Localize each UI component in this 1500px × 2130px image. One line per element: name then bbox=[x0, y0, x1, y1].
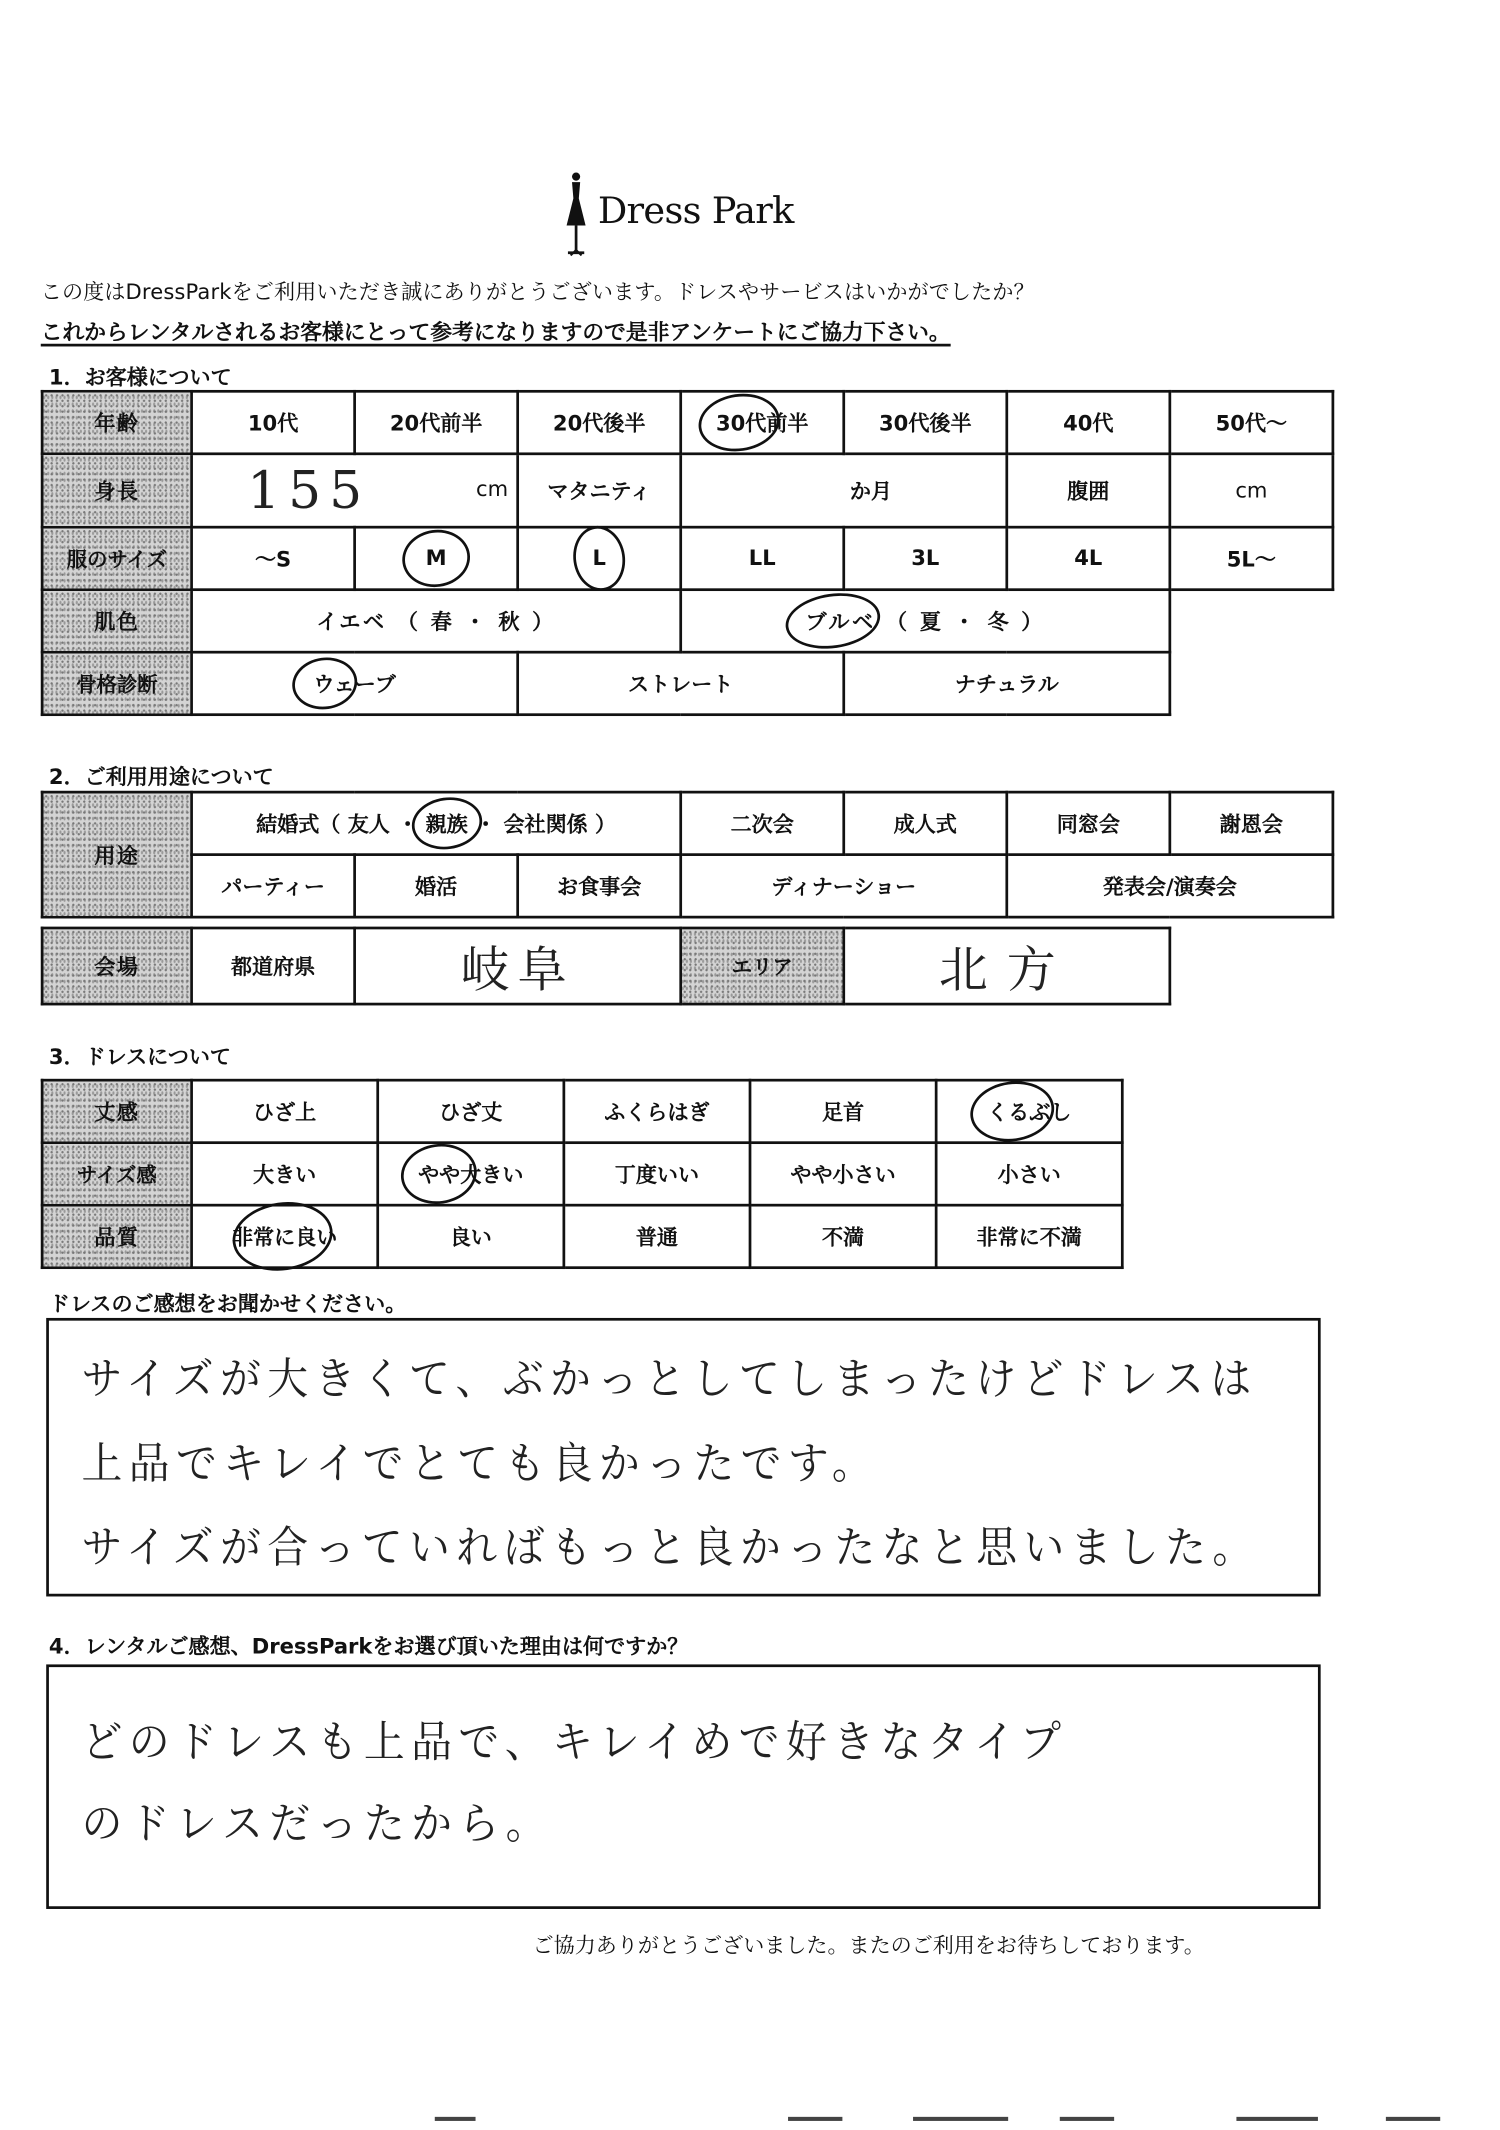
age-option[interactable]: 30代後半 bbox=[844, 391, 1007, 454]
venue-table bbox=[41, 927, 1171, 1006]
age-row bbox=[42, 391, 1333, 454]
intro-text: この度はDressParkをご利用いただき誠にありがとうございます。ドレスやサービスはいかがでしたか？ bbox=[40, 279, 1035, 305]
purpose-wedding[interactable]: 結婚式（ 友人 ・ 親族 ・ 会社関係 ） bbox=[192, 792, 681, 855]
skin-blue-option[interactable]: ブルベ （ 夏 ・ 冬 ） bbox=[681, 590, 1170, 653]
skeleton-option[interactable]: ナチュラル bbox=[844, 652, 1170, 715]
fit-option-selected[interactable]: やや大きい bbox=[378, 1143, 564, 1206]
length-option[interactable]: ひざ丈 bbox=[378, 1080, 564, 1143]
skin-row bbox=[42, 590, 1333, 653]
size-option[interactable]: 5L～ bbox=[1170, 527, 1333, 590]
dress-silhouette-icon bbox=[560, 171, 593, 261]
age-option-selected[interactable]: 30代前半 bbox=[681, 391, 844, 454]
fit-option[interactable]: やや小さい bbox=[750, 1143, 936, 1206]
scan-mark bbox=[1060, 2117, 1114, 2121]
purpose-option[interactable]: 発表会/演奏会 bbox=[1007, 855, 1333, 918]
age-option[interactable]: 50代～ bbox=[1170, 391, 1333, 454]
scan-mark bbox=[1386, 2117, 1440, 2121]
skeleton-label: 骨格診断 bbox=[42, 652, 191, 715]
size-option[interactable]: 3L bbox=[844, 527, 1007, 590]
size-option-selected[interactable]: L bbox=[518, 527, 681, 590]
section4-title: 4．レンタルご感想、DressParkをお選び頂いた理由は何ですか？ bbox=[48, 1634, 689, 1659]
size-option[interactable]: LL bbox=[681, 527, 844, 590]
dresspark-logo bbox=[560, 171, 832, 261]
belly-field[interactable]: cm bbox=[1170, 454, 1333, 527]
purpose-option[interactable]: 婚活 bbox=[355, 855, 518, 918]
prefecture-value: 岐阜 bbox=[460, 942, 575, 998]
skeleton-option[interactable]: ストレート bbox=[518, 652, 844, 715]
section2-title: 2．ご利用用途について bbox=[48, 764, 274, 790]
size-option[interactable]: 4L bbox=[1007, 527, 1170, 590]
size-option-selected[interactable]: M bbox=[355, 527, 518, 590]
prefecture-field[interactable] bbox=[355, 928, 681, 1004]
rental-feedback-box[interactable] bbox=[46, 1664, 1320, 1909]
customer-table bbox=[41, 390, 1334, 716]
height-unit: cm bbox=[476, 476, 509, 502]
quality-option[interactable]: 良い bbox=[378, 1205, 564, 1268]
size-option[interactable]: ～S bbox=[192, 527, 355, 590]
purpose-option[interactable]: 成人式 bbox=[844, 792, 1007, 855]
age-option[interactable]: 20代前半 bbox=[355, 391, 518, 454]
purpose-option[interactable]: 同窓会 bbox=[1007, 792, 1170, 855]
scan-mark bbox=[1236, 2117, 1318, 2121]
feedback-line: サイズが大きくて、ぶかっとしてしまったけどドレスは bbox=[81, 1353, 1258, 1405]
age-option[interactable]: 40代 bbox=[1007, 391, 1170, 454]
age-label: 年齢 bbox=[42, 391, 191, 454]
length-row bbox=[42, 1080, 1122, 1143]
size-row bbox=[42, 527, 1333, 590]
answer-line: のドレスだったから。 bbox=[81, 1797, 553, 1850]
size-label: 服のサイズ bbox=[42, 527, 191, 590]
purpose-option[interactable]: パーティー bbox=[192, 855, 355, 918]
age-option[interactable]: 20代後半 bbox=[518, 391, 681, 454]
maternity-label: マタニティ bbox=[518, 454, 681, 527]
skin-label: 肌色 bbox=[42, 590, 191, 653]
dress-feedback-box[interactable] bbox=[46, 1318, 1320, 1597]
length-option[interactable]: ひざ上 bbox=[192, 1080, 378, 1143]
answer-line: どのドレスも上品で、キレイめで好きなタイプ bbox=[81, 1716, 1068, 1768]
purpose-row-2 bbox=[42, 855, 1333, 918]
area-label: エリア bbox=[681, 928, 844, 1004]
area-field[interactable] bbox=[844, 928, 1170, 1004]
length-option-selected[interactable]: くるぶし bbox=[936, 1080, 1122, 1143]
height-row bbox=[42, 454, 1333, 527]
height-label: 身長 bbox=[42, 454, 191, 527]
request-text: これからレンタルされるお客様にとって参考になりますので是非アンケートにご協力下さい。 bbox=[40, 319, 951, 346]
venue-row bbox=[42, 928, 1170, 1004]
height-field[interactable] bbox=[192, 454, 518, 527]
height-value: 155 bbox=[247, 460, 371, 521]
scan-mark bbox=[435, 2117, 476, 2121]
brand-name: Dress Park bbox=[597, 190, 794, 233]
fit-option[interactable]: 丁度いい bbox=[564, 1143, 750, 1206]
section1-title: 1．お客様について bbox=[48, 365, 232, 390]
dress-table bbox=[41, 1079, 1124, 1269]
quality-row bbox=[42, 1205, 1122, 1268]
belly-label: 腹囲 bbox=[1007, 454, 1170, 527]
purpose-option[interactable]: 謝恩会 bbox=[1170, 792, 1333, 855]
purpose-option[interactable]: お食事会 bbox=[518, 855, 681, 918]
scan-mark bbox=[788, 2117, 842, 2121]
quality-option-selected[interactable]: 非常に良い bbox=[192, 1205, 378, 1268]
closing-message: ご協力ありがとうございました。またのご利用をお待ちしております。 bbox=[532, 1933, 1205, 1958]
quality-option[interactable]: 非常に不満 bbox=[936, 1205, 1122, 1268]
length-option[interactable]: ふくらはぎ bbox=[564, 1080, 750, 1143]
fit-option[interactable]: 大きい bbox=[192, 1143, 378, 1206]
age-option[interactable]: 10代 bbox=[192, 391, 355, 454]
fit-row bbox=[42, 1143, 1122, 1206]
prefecture-label: 都道府県 bbox=[192, 928, 355, 1004]
length-label: 丈感 bbox=[42, 1080, 191, 1143]
purpose-option[interactable]: 二次会 bbox=[681, 792, 844, 855]
length-option[interactable]: 足首 bbox=[750, 1080, 936, 1143]
purpose-table bbox=[41, 791, 1334, 919]
quality-label: 品質 bbox=[42, 1205, 191, 1268]
fit-label: サイズ感 bbox=[42, 1143, 191, 1206]
feedback-prompt: ドレスのご感想をお聞かせください。 bbox=[48, 1292, 407, 1317]
purpose-option[interactable]: ディナーショー bbox=[681, 855, 1007, 918]
feedback-line: サイズが合っていればもっと良かったなと思いました。 bbox=[81, 1521, 1260, 1574]
purpose-row-1 bbox=[42, 792, 1333, 855]
fit-option[interactable]: 小さい bbox=[936, 1143, 1122, 1206]
skin-yellow-option[interactable]: イエベ （ 春 ・ 秋 ） bbox=[192, 590, 681, 653]
skeleton-row bbox=[42, 652, 1333, 715]
venue-label: 会場 bbox=[42, 928, 191, 1004]
skeleton-option-selected[interactable]: ウェーブ bbox=[192, 652, 518, 715]
maternity-months-field[interactable]: か月 bbox=[681, 454, 1007, 527]
feedback-line: 上品でキレイでとても良かったです。 bbox=[81, 1437, 880, 1490]
section3-title: 3．ドレスについて bbox=[48, 1044, 232, 1070]
quality-option[interactable]: 不満 bbox=[750, 1205, 936, 1268]
purpose-label: 用途 bbox=[42, 792, 191, 917]
quality-option[interactable]: 普通 bbox=[564, 1205, 750, 1268]
area-value: 北方 bbox=[938, 942, 1075, 998]
scan-mark bbox=[913, 2117, 1008, 2121]
